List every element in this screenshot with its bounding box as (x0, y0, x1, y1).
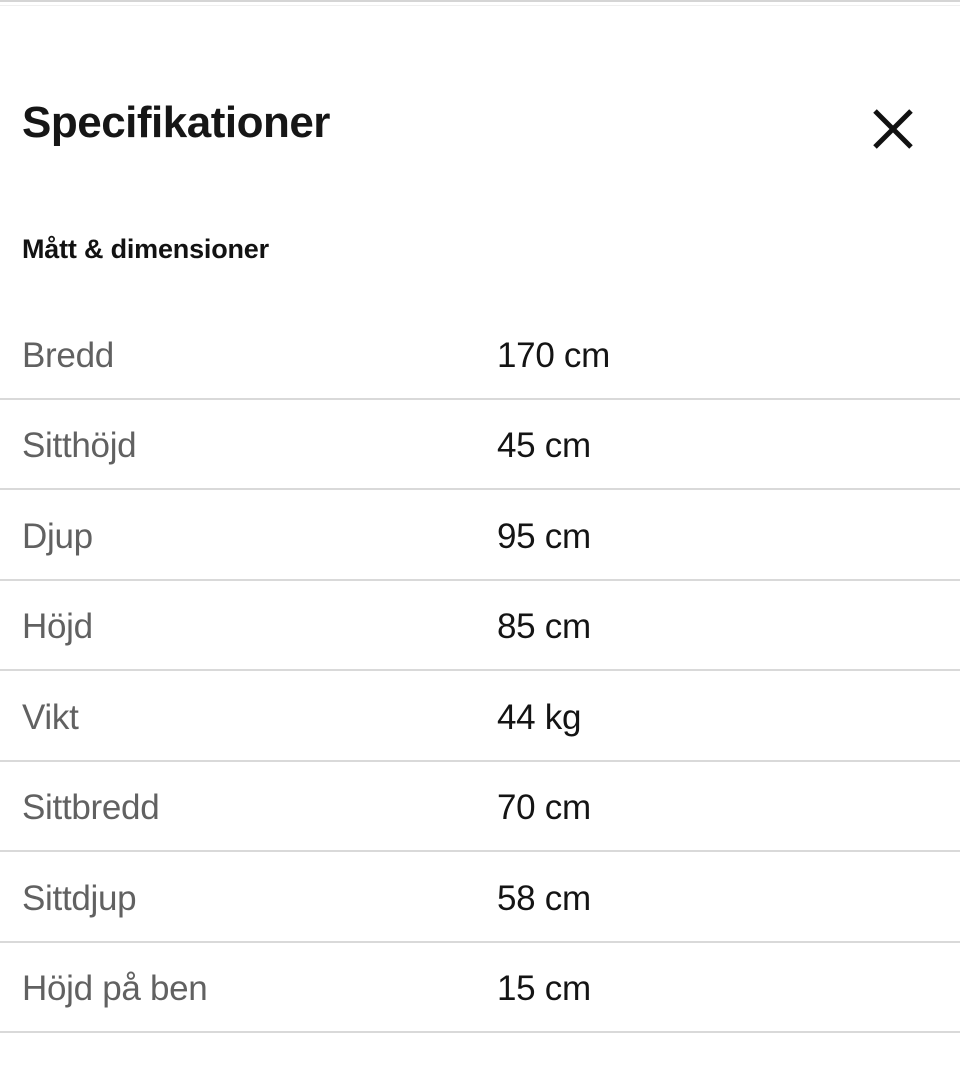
table-row (0, 762, 960, 853)
spec-label: Vikt (22, 697, 79, 737)
page-title: Specifikationer (22, 98, 330, 147)
spec-value: 45 cm (497, 426, 591, 466)
spec-value: 95 cm (497, 516, 591, 556)
close-icon (871, 107, 915, 151)
section-title: Mått & dimensioner (22, 234, 269, 264)
close-button[interactable] (863, 99, 923, 159)
sheet-top-edge-shadow (0, 5, 960, 6)
spec-label: Sittdjup (22, 878, 137, 918)
spec-value: 70 cm (497, 788, 591, 828)
table-row (0, 943, 960, 1034)
spec-label: Djup (22, 516, 93, 556)
spec-value: 44 kg (497, 697, 582, 737)
table-row (0, 490, 960, 581)
spec-value: 15 cm (497, 969, 591, 1009)
spec-label: Sittbredd (22, 788, 160, 828)
spec-value: 58 cm (497, 878, 591, 918)
sheet-top-edge (0, 0, 960, 2)
spec-label: Bredd (22, 335, 114, 375)
spec-label: Sitthöjd (22, 426, 137, 466)
table-row (0, 671, 960, 762)
table-row (0, 581, 960, 672)
spec-value: 170 cm (497, 335, 610, 375)
spec-label: Höjd (22, 607, 93, 647)
table-row (0, 852, 960, 943)
spec-label: Höjd på ben (22, 969, 208, 1009)
table-row (0, 400, 960, 491)
spec-table (0, 309, 960, 1033)
spec-value: 85 cm (497, 607, 591, 647)
table-row (0, 309, 960, 400)
